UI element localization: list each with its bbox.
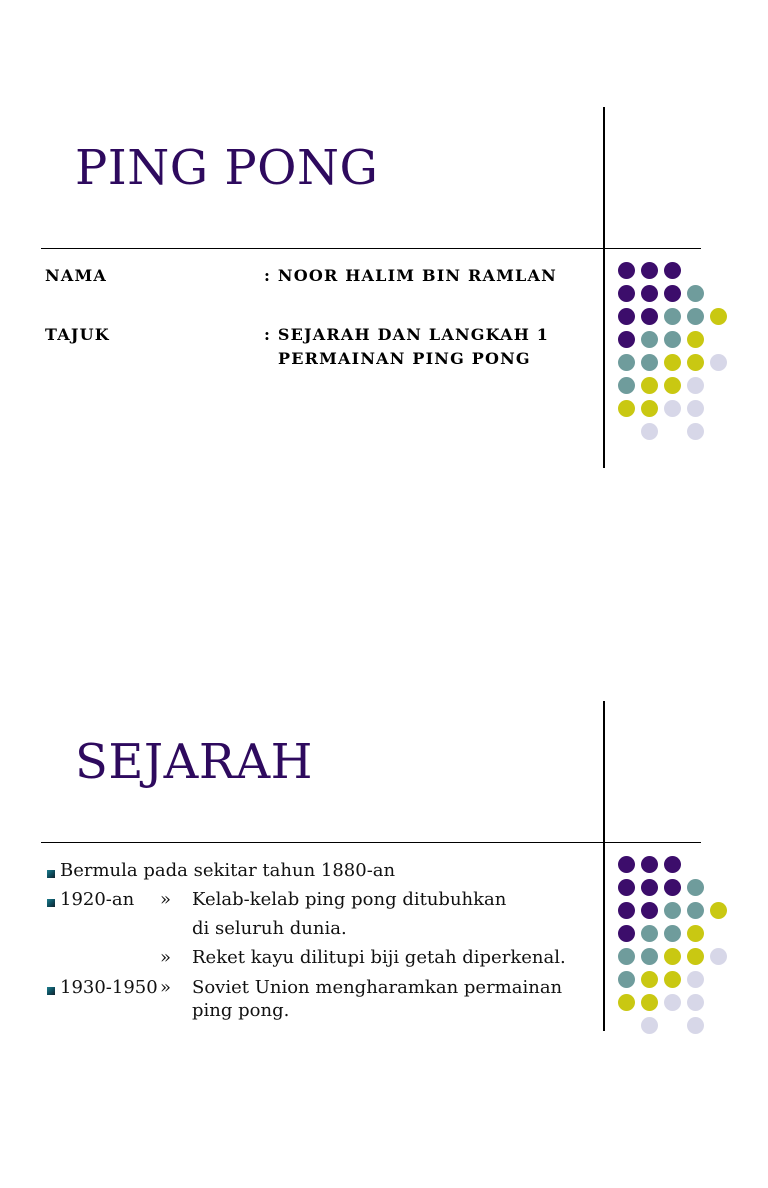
bullet-text-line: Reket kayu dilitupi biji getah diperkenal. xyxy=(192,947,566,968)
yellow-dot xyxy=(641,400,658,417)
history-slide xyxy=(0,594,768,1188)
info-value: : NOOR HALIM BIN RAMLAN xyxy=(264,266,557,285)
purple-dot xyxy=(618,902,635,919)
purple-dot xyxy=(664,285,681,302)
yellow-dot xyxy=(687,925,704,942)
teal-dot xyxy=(664,925,681,942)
purple-dot xyxy=(641,285,658,302)
yellow-dot xyxy=(664,354,681,371)
lavender-dot xyxy=(687,400,704,417)
lavender-dot xyxy=(687,994,704,1011)
yellow-dot xyxy=(664,971,681,988)
yellow-dot xyxy=(641,994,658,1011)
purple-dot xyxy=(641,856,658,873)
purple-dot xyxy=(618,925,635,942)
teal-dot xyxy=(641,331,658,348)
purple-dot xyxy=(618,879,635,896)
purple-dot xyxy=(618,308,635,325)
slide-title: SEJARAH xyxy=(75,734,313,790)
info-value: : SEJARAH DAN LANGKAH 1 PERMAINAN PING PONG xyxy=(264,325,550,368)
yellow-dot xyxy=(687,354,704,371)
yellow-dot xyxy=(641,971,658,988)
purple-dot xyxy=(641,879,658,896)
purple-dot xyxy=(618,262,635,279)
bullet-label: Bermula pada sekitar tahun 1880-an xyxy=(60,860,396,881)
teal-dot xyxy=(618,377,635,394)
lavender-dot xyxy=(710,354,727,371)
purple-dot xyxy=(618,856,635,873)
lavender-dot xyxy=(641,423,658,440)
horizontal-divider xyxy=(41,248,701,249)
purple-dot xyxy=(618,285,635,302)
teal-dot xyxy=(687,285,704,302)
lavender-dot xyxy=(687,377,704,394)
teal-dot xyxy=(687,879,704,896)
lavender-dot xyxy=(687,423,704,440)
yellow-dot xyxy=(641,377,658,394)
purple-dot xyxy=(618,331,635,348)
bullet-marker xyxy=(47,987,55,995)
yellow-dot xyxy=(618,400,635,417)
yellow-dot xyxy=(710,308,727,325)
teal-dot xyxy=(618,971,635,988)
lavender-dot xyxy=(641,1017,658,1034)
bullet-marker xyxy=(47,899,55,907)
lavender-dot xyxy=(664,400,681,417)
yellow-dot xyxy=(664,377,681,394)
purple-dot xyxy=(664,856,681,873)
teal-dot xyxy=(687,308,704,325)
bullet-label: 1930-1950 xyxy=(60,977,158,998)
yellow-dot xyxy=(687,948,704,965)
yellow-dot xyxy=(687,331,704,348)
bullet-text-line: ping pong. xyxy=(192,1000,290,1021)
lavender-dot xyxy=(687,971,704,988)
bullet-text-line: di seluruh dunia. xyxy=(192,918,347,939)
bullet-text-line: Soviet Union mengharamkan permainan xyxy=(192,977,563,998)
teal-dot xyxy=(664,308,681,325)
bullet-separator: » xyxy=(160,947,172,968)
teal-dot xyxy=(687,902,704,919)
lavender-dot xyxy=(664,994,681,1011)
slide-title: PING PONG xyxy=(75,140,379,196)
bullet-separator: » xyxy=(160,977,172,998)
teal-dot xyxy=(641,925,658,942)
horizontal-divider xyxy=(41,842,701,843)
bullet-text-line: Kelab-kelab ping pong ditubuhkan xyxy=(192,889,507,910)
info-label: NAMA xyxy=(45,266,107,285)
yellow-dot xyxy=(710,902,727,919)
teal-dot xyxy=(664,902,681,919)
purple-dot xyxy=(641,262,658,279)
vertical-divider xyxy=(603,107,605,468)
yellow-dot xyxy=(664,948,681,965)
lavender-dot xyxy=(687,1017,704,1034)
info-label: TAJUK xyxy=(45,325,110,344)
purple-dot xyxy=(641,902,658,919)
yellow-dot xyxy=(618,994,635,1011)
teal-dot xyxy=(641,948,658,965)
purple-dot xyxy=(664,879,681,896)
bullet-separator: » xyxy=(160,889,172,910)
teal-dot xyxy=(618,354,635,371)
vertical-divider xyxy=(603,701,605,1031)
teal-dot xyxy=(618,948,635,965)
bullet-label: 1920-an xyxy=(60,889,135,910)
teal-dot xyxy=(641,354,658,371)
teal-dot xyxy=(664,331,681,348)
purple-dot xyxy=(664,262,681,279)
lavender-dot xyxy=(710,948,727,965)
purple-dot xyxy=(641,308,658,325)
bullet-marker xyxy=(47,870,55,878)
